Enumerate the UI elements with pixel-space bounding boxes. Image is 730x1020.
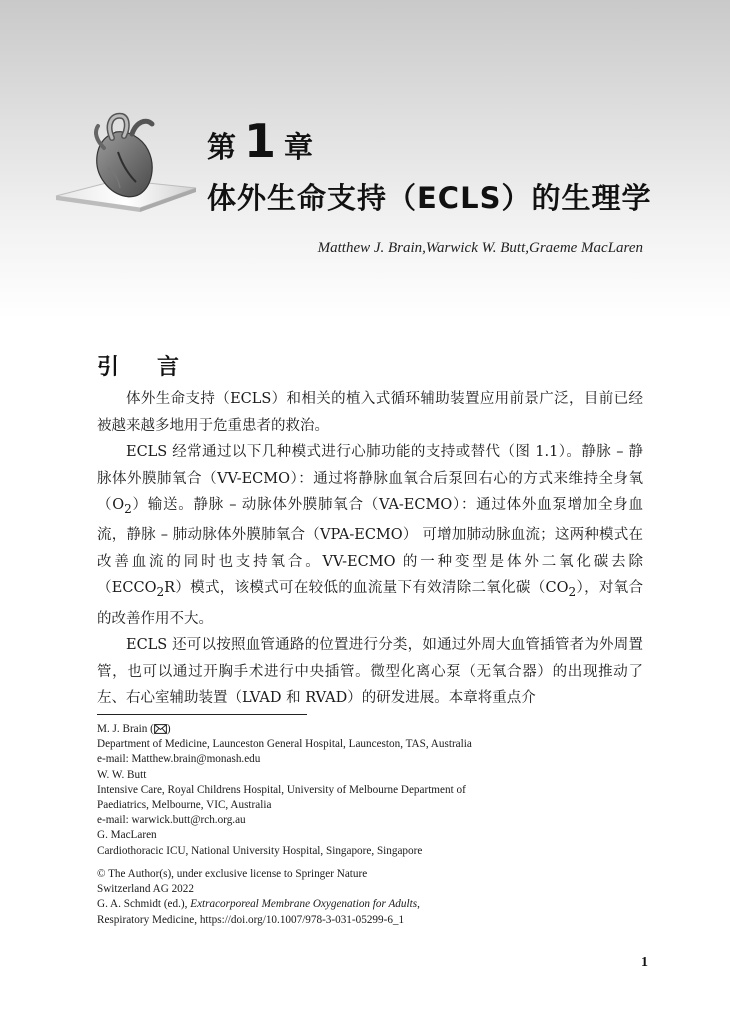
- author-3-affiliation: Cardiothoracic ICU, National University Hospital, Singapore, Singapore: [97, 844, 423, 857]
- author-footnotes: [97, 722, 657, 859]
- book-title: Extracorporeal Membrane Oxygenation for Adults: [190, 898, 418, 911]
- subscript: 2: [156, 585, 165, 600]
- paragraph-1: 体外生命支持（ECLS）和相关的植入式循环辅助装置应用前景广泛，目前已经被越来越多地用于危重患者的救治。: [97, 391, 643, 434]
- paragraph-2-part-c: R）模式，该模式可在较低的血流量下有效清除二氧化碳（CO: [164, 580, 569, 597]
- subscript: 2: [568, 585, 577, 600]
- copyright-line-1: © The Author(s), under exclusive license to Springer Nature: [97, 868, 368, 880]
- citation-editor: G. A. Schmidt (ed.),: [97, 898, 191, 911]
- author-1-line: [97, 722, 657, 737]
- paragraph-3: ECLS 还可以按照血管通路的位置进行分类，如通过外周大血管插管者为外周置管，也可以通过开胸手术进行中央插管。微型化离心泵（无氧合器）的出现推动了左、右心室辅助装置（LVAD 和 RVAD）的研发进展。本章将重点介: [97, 637, 643, 707]
- author-1-name: M. J. Brain (: [97, 723, 154, 735]
- mail-icon: [154, 724, 167, 734]
- paragraph-2: [97, 439, 643, 632]
- author-2-email[interactable]: e-mail: warwick.butt@rch.org.au: [97, 814, 246, 827]
- chapter-authors: Matthew J. Brain,Warwick W. Butt,Graeme MacLaren: [317, 240, 643, 256]
- paragraph-2-part-b: ）输送。静脉 – 动脉体外膜肺氧合（VA-ECMO）：通过体外血泵增加全身血流，静脉 – 肺动脉体外膜肺氧合（VPA-ECMO） 可增加肺动脉血流；这两种模式在改善血流的同时也支持氧合。VV-ECMO 的一种变型是体外二氧化碳去除（ECCO: [97, 497, 643, 597]
- copyright-block: [97, 867, 657, 928]
- citation-line: [97, 897, 657, 912]
- author-3-name: G. MacLaren: [97, 829, 157, 842]
- chapter-title: 体外生命支持（ECLS）的生理学: [207, 181, 652, 215]
- author-2-name: W. W. Butt: [97, 768, 147, 781]
- doi-line[interactable]: Respiratory Medicine, https://doi.org/10.1007/978-3-031-05299-6_1: [97, 913, 405, 926]
- copyright-line-2: Switzerland AG 2022: [97, 883, 194, 896]
- page-number: 1: [641, 955, 648, 970]
- subscript: 2: [124, 501, 132, 516]
- body-text: [97, 386, 643, 712]
- section-heading: 引 言: [97, 355, 188, 380]
- chapter-heading: [207, 114, 314, 168]
- author-2-affiliation-line-1: Intensive Care, Royal Childrens Hospital, University of Melbourne Department of: [97, 783, 466, 796]
- author-1-affiliation: Department of Medicine, Launceston General Hospital, Launceston, TAS, Australia: [97, 738, 472, 751]
- author-2-affiliation-line-2: Paediatrics, Melbourne, VIC, Australia: [97, 799, 272, 812]
- heart-illustration-icon: [48, 108, 198, 218]
- citation-comma: ,: [417, 898, 420, 911]
- footnote-divider: [97, 714, 307, 715]
- chapter-number: 1: [244, 114, 277, 168]
- author-1-email[interactable]: e-mail: Matthew.brain@monash.edu: [97, 753, 261, 766]
- chapter-prefix: 第: [207, 130, 237, 164]
- paragraph-2-part-d: ），对氧合的改善作用不大。: [97, 580, 643, 627]
- chapter-suffix: 章: [284, 130, 314, 164]
- paragraph-2-part-a: ECLS 经常通过以下几种模式进行心肺功能的支持或替代（图 1.1）。静脉 – 静脉体外膜肺氧合（VV-ECMO）：通过将静脉血氧合后泵回右心的方式来维持全身氧（O: [97, 444, 643, 513]
- author-1-close: ): [166, 723, 171, 735]
